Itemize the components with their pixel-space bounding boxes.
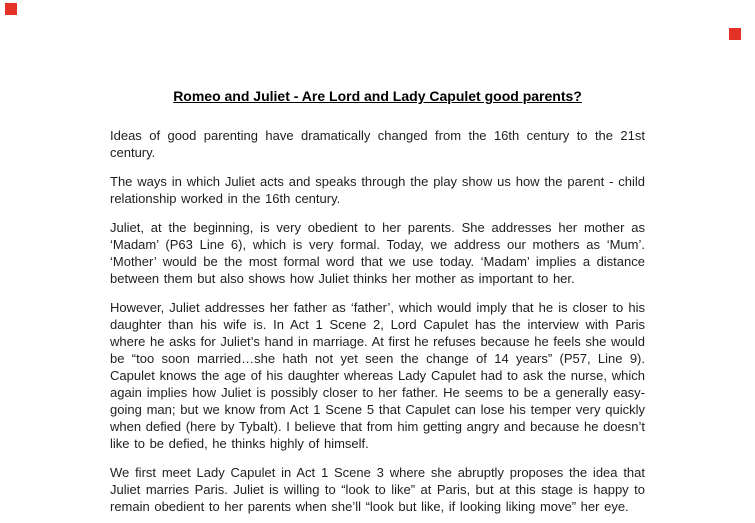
red-corner-mark-top-right	[729, 28, 741, 40]
essay-title: Romeo and Juliet - Are Lord and Lady Capulet good parents?	[173, 88, 582, 104]
essay-paragraph-5: We first meet Lady Capulet in Act 1 Scene 3 where she abruptly proposes the idea that Juliet marries Paris. Juliet is willing to “look to like” at Paris, but at this stage is happy to remain obedient to her parents when she’ll “look but like, if looking liking move” her eye.	[110, 465, 645, 514]
essay-paragraph-3: Juliet, at the beginning, is very obedient to her parents. She addresses her mother as ‘Madam’ (P63 Line 6), which is very formal. Today, we address our mothers as ‘Mum’. ‘Mother’ would be the most formal word that we use today. ‘Madam’ implies a distance between them but also shows how Juliet thinks her mother as important to her.	[110, 220, 645, 286]
essay-paragraph-1: Ideas of good parenting have dramatically changed from the 16th century to the 21st century.	[110, 128, 645, 160]
essay-paragraph-2: The ways in which Juliet acts and speaks through the play show us how the parent - child relationship worked in the 16th century.	[110, 174, 645, 206]
essay-content	[110, 0, 645, 523]
essay-paragraph-4: However, Juliet addresses her father as ‘father’, which would imply that he is closer to his daughter than his wife is. In Act 1 Scene 2, Lord Capulet has the interview with Paris where he asks for Juliet’s hand in marriage. At first he refuses because he feels she would be “too soon married…she hath not yet seen the change of 14 years” (P57, Line 9). Capulet knows the age of his daughter whereas Lady Capulet had to ask the nurse, which again implies how Juliet is possibly closer to her father. He seems to be a generally easy-going man; but we know from Act 1 Scene 5 that Capulet can lose his temper very quickly when defied (here by Tybalt). I believe that from him getting angry and because he doesn’t like to be defied, he thinks highly of himself.	[110, 300, 645, 451]
red-corner-mark-top-left	[5, 3, 17, 15]
